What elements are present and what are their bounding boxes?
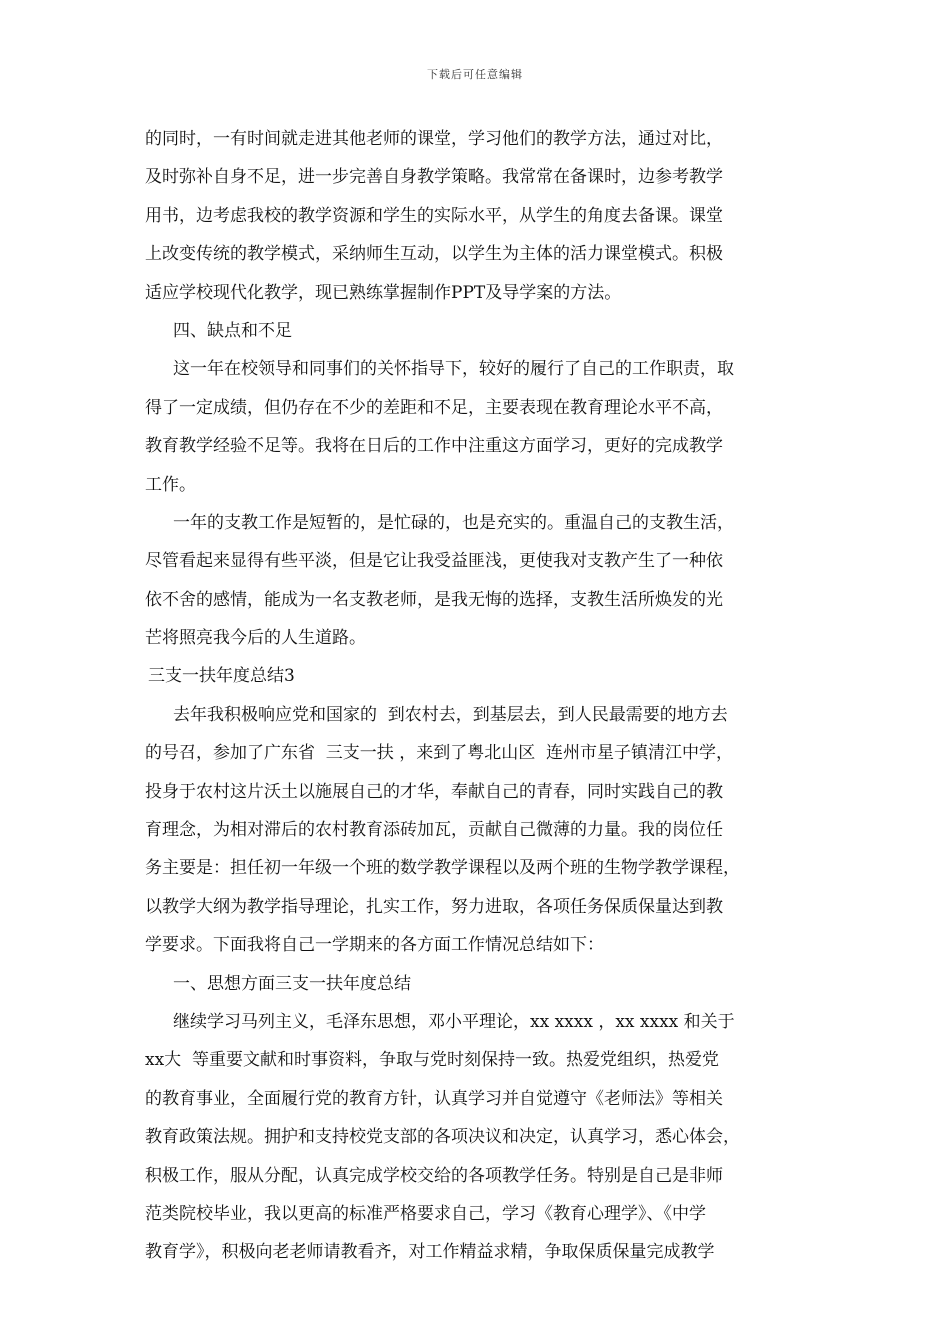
text-line: 一年的支教工作是短暂的，是忙碌的，也是充实的。重温自己的支教生活， <box>173 512 734 533</box>
text-line: 继续学习马列主义，毛泽东思想，邓小平理论，xx xxxx ，xx xxxx 和关于 <box>173 1011 735 1032</box>
text-line: 依不舍的感情，能成为一名支教老师，是我无悔的选择，支教生活所焕发的光 <box>145 589 723 610</box>
text-line: 一、思想方面三支一扶年度总结 <box>173 973 411 994</box>
text-line: 育理念，为相对滞后的农村教育添砖加瓦，贡献自己微薄的力量。我的岗位任 <box>145 820 723 841</box>
text-line: 务主要是：担任初一年级一个班的数学教学课程以及两个班的生物学教学课程， <box>145 858 740 879</box>
text-line: 三支一扶年度总结3 <box>148 666 295 687</box>
text-line: 工作。 <box>145 474 196 495</box>
text-line: 范类院校毕业，我以更高的标准严格要求自己，学习《教育心理学》、《中学 <box>145 1203 706 1224</box>
text-line: 上改变传统的教学模式，采纳师生互动，以学生为主体的活力课堂模式。积极 <box>145 244 723 265</box>
text-line: 教育学》，积极向老老师请教看齐，对工作精益求精，争取保质保量完成教学 <box>145 1242 715 1263</box>
text-line: 四、缺点和不足 <box>173 320 292 341</box>
text-line: 积极工作，服从分配，认真完成学校交给的各项教学任务。特别是自己是非师 <box>145 1165 723 1186</box>
text-line: 以教学大纲为教学指导理论，扎实工作，努力进取，各项任务保质保量达到教 <box>145 896 723 917</box>
text-line: 这一年在校领导和同事们的关怀指导下，较好的履行了自己的工作职责，取 <box>173 359 734 380</box>
text-line: 学要求。下面我将自己一学期来的各方面工作情况总结如下： <box>145 935 604 956</box>
text-line: 的同时，一有时间就走进其他老师的课堂，学习他们的教学方法，通过对比， <box>145 129 723 149</box>
text-line: 及时弥补自身不足，进一步完善自身教学策略。我常常在备课时，边参考教学 <box>145 167 723 188</box>
text-line: 教育政策法规。拥护和支持校党支部的各项决议和决定，认真学习，悉心体会， <box>145 1127 740 1148</box>
text-line: 用书，边考虑我校的教学资源和学生的实际水平，从学生的角度去备课。课堂 <box>145 205 723 226</box>
text-line: 的教育事业，全面履行党的教育方针，认真学习并自觉遵守《老师法》等相关 <box>145 1088 723 1109</box>
text-line: 适应学校现代化教学，现已熟练掌握制作PPT及导学案的方法。 <box>145 282 622 303</box>
page-header: 下载后可任意编辑 <box>427 68 523 81</box>
text-line: 尽管看起来显得有些平淡，但是它让我受益匪浅，更使我对支教产生了一种依 <box>145 551 723 572</box>
text-line: 芒将照亮我今后的人生道路。 <box>145 628 366 649</box>
document-body <box>145 120 810 1272</box>
text-line: 得了一定成绩，但仍存在不少的差距和不足，主要表现在教育理论水平不高， <box>145 397 723 418</box>
text-line: 的号召，参加了广东省 三支一扶 ，来到了粤北山区 连州市星子镇清江中学， <box>145 743 734 764</box>
text-line: 教育教学经验不足等。我将在日后的工作中注重这方面学习，更好的完成教学 <box>145 436 723 457</box>
text-line: 去年我积极响应党和国家的 到农村去，到基层去，到人民最需要的地方去 <box>173 704 728 725</box>
text-line: 投身于农村这片沃土以施展自己的才华，奉献自己的青春，同时实践自己的教 <box>145 781 723 802</box>
text-line: xx大 等重要文献和时事资料，争取与党时刻保持一致。热爱党组织，热爱党 <box>145 1050 719 1071</box>
